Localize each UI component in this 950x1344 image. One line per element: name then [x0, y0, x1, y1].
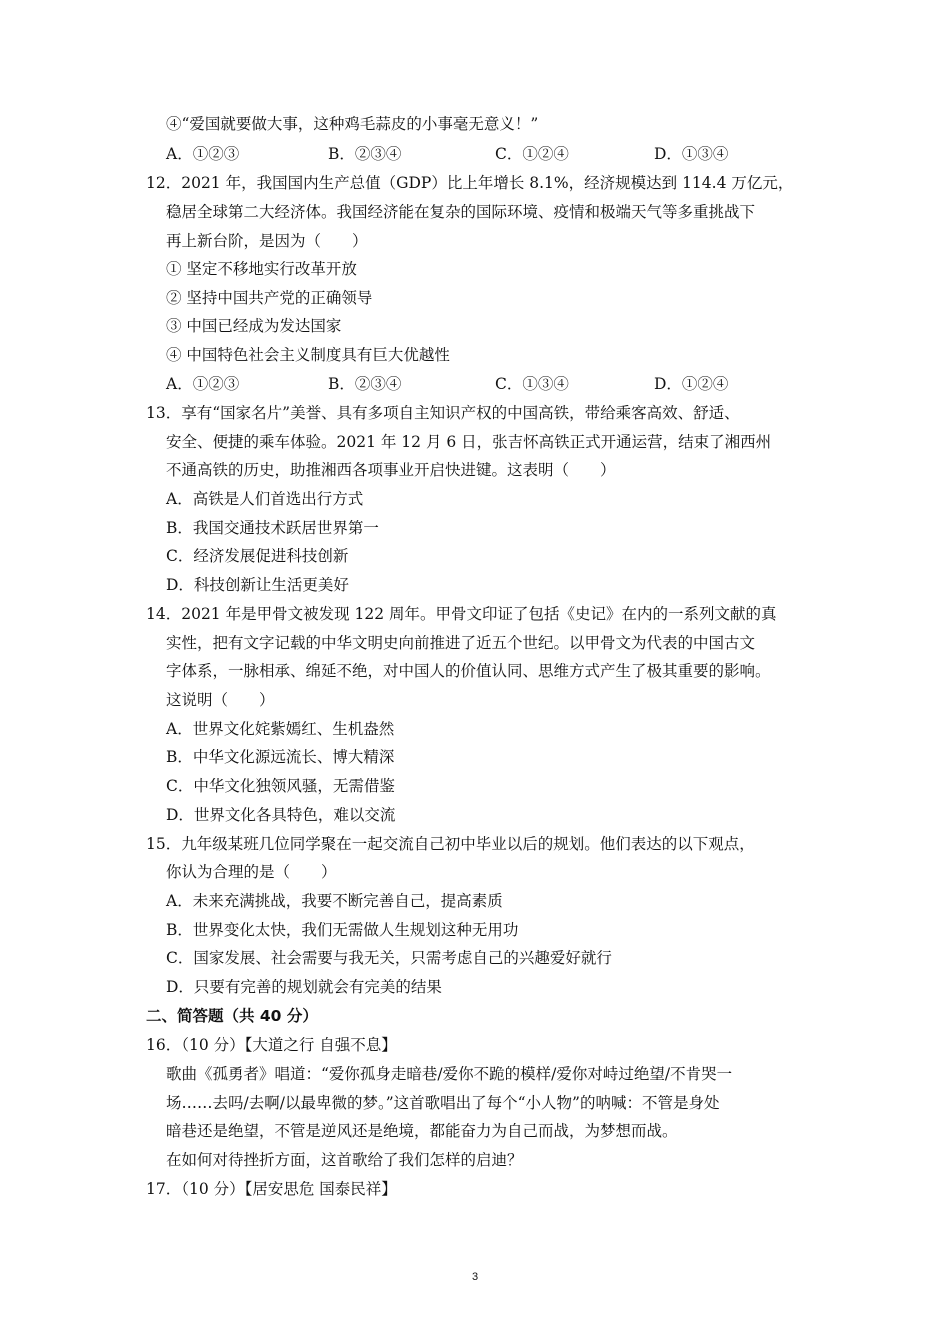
q12-stem-line-2: 稳居全球第二大经济体。我国经济能在复杂的国际环境、疫情和极端天气等多重挑战下 [166, 203, 756, 221]
q11-option-a: A．①②③ [166, 145, 240, 163]
q11-item-4: ④“爱国就要做大事，这种鸡毛蒜皮的小事毫无意义！” [166, 115, 539, 133]
q12-item-1: ① 坚定不移地实行改革开放 [166, 260, 357, 278]
q14-option-a: A．世界文化姹紫嫣红、生机盎然 [166, 720, 395, 738]
q14-option-b: B．中华文化源远流长、博大精深 [166, 748, 395, 766]
q16-line-3: 暗巷还是绝望，不管是逆风还是绝境，都能奋力为自己而战，为梦想而战。 [166, 1122, 678, 1140]
q16-line-2: 场……去吗/去啊/以最卑微的梦。”这首歌唱出了每个“小人物”的呐喊：不管是身处 [166, 1094, 720, 1112]
q15-stem-line-2: 你认为合理的是（ ） [166, 863, 337, 881]
q13-stem-line-1: 13．享有“国家名片”美誉、具有多项自主知识产权的中国高铁，带给乘客高效、舒适、 [146, 404, 740, 422]
q13-option-b: B．我国交通技术跃居世界第一 [166, 519, 379, 537]
q14-option-d: D．世界文化各具特色，难以交流 [166, 806, 396, 824]
q13-stem-line-2: 安全、便捷的乘车体验。2021 年 12 月 6 日，张吉怀高铁正式开通运营，结束了湘西州 [166, 433, 772, 451]
q12-stem-line-1: 12．2021 年，我国国内生产总值（GDP）比上年增长 8.1%，经济规模达到 114.4 万亿元， [146, 174, 794, 192]
q13-stem-line-3: 不通高铁的历史，助推湘西各项事业开启快进键。这表明（ ） [166, 461, 616, 479]
q12-option-b: B．②③④ [328, 375, 402, 393]
q12-item-3: ③ 中国已经成为发达国家 [166, 317, 342, 335]
q14-stem-line-1: 14．2021 年是甲骨文被发现 122 周年。甲骨文印证了包括《史记》在内的一系列文献的真 [146, 605, 777, 623]
q13-option-c: C．经济发展促进科技创新 [166, 547, 349, 565]
q16-header: 16．（10 分）【大道之行 自强不息】 [146, 1036, 397, 1054]
q15-option-b: B．世界变化太快，我们无需做人生规划这种无用功 [166, 921, 519, 939]
q14-option-c: C．中华文化独领风骚，无需借鉴 [166, 777, 395, 795]
q12-option-a: A．①②③ [166, 375, 240, 393]
q16-question: 在如何对待挫折方面，这首歌给了我们怎样的启迪？ [166, 1151, 523, 1169]
q12-option-d: D．①②④ [654, 375, 729, 393]
q16-line-1: 歌曲《孤勇者》唱道：“爱你孤身走暗巷/爱你不跪的模样/爱你对峙过绝望/不肯哭一 [166, 1065, 733, 1083]
q17-header: 17．（10 分）【居安思危 国泰民祥】 [146, 1180, 397, 1198]
q14-stem-line-2: 实性，把有文字记载的中华文明史向前推进了近五个世纪。以甲骨文为代表的中国古文 [166, 634, 756, 652]
q14-stem-line-4: 这说明（ ） [166, 691, 275, 709]
q11-option-c: C．①②④ [495, 145, 569, 163]
q14-stem-line-3: 字体系，一脉相承、绵延不绝，对中国人的价值认同、思维方式产生了极其重要的影响。 [166, 662, 771, 680]
q12-item-4: ④ 中国特色社会主义制度具有巨大优越性 [166, 346, 450, 364]
q11-option-d: D．①③④ [654, 145, 729, 163]
q15-option-c: C．国家发展、社会需要与我无关，只需考虑自己的兴趣爱好就行 [166, 949, 612, 967]
q15-stem-line-1: 15．九年级某班几位同学聚在一起交流自己初中毕业以后的规划。他们表达的以下观点， [146, 835, 755, 853]
q11-option-b: B．②③④ [328, 145, 402, 163]
q13-option-a: A．高铁是人们首选出行方式 [166, 490, 364, 508]
q15-option-d: D．只要有完善的规划就会有完美的结果 [166, 978, 442, 996]
q12-item-2: ② 坚持中国共产党的正确领导 [166, 289, 373, 307]
section-heading: 二、简答题（共 40 分） [146, 1007, 318, 1025]
q13-option-d: D．科技创新让生活更美好 [166, 576, 349, 594]
q15-option-a: A．未来充满挑战，我要不断完善自己，提高素质 [166, 892, 503, 910]
q12-option-c: C．①③④ [495, 375, 569, 393]
q12-stem-line-3: 再上新台阶，是因为（ ） [166, 232, 368, 250]
page-number: 3 [471, 1271, 479, 1283]
